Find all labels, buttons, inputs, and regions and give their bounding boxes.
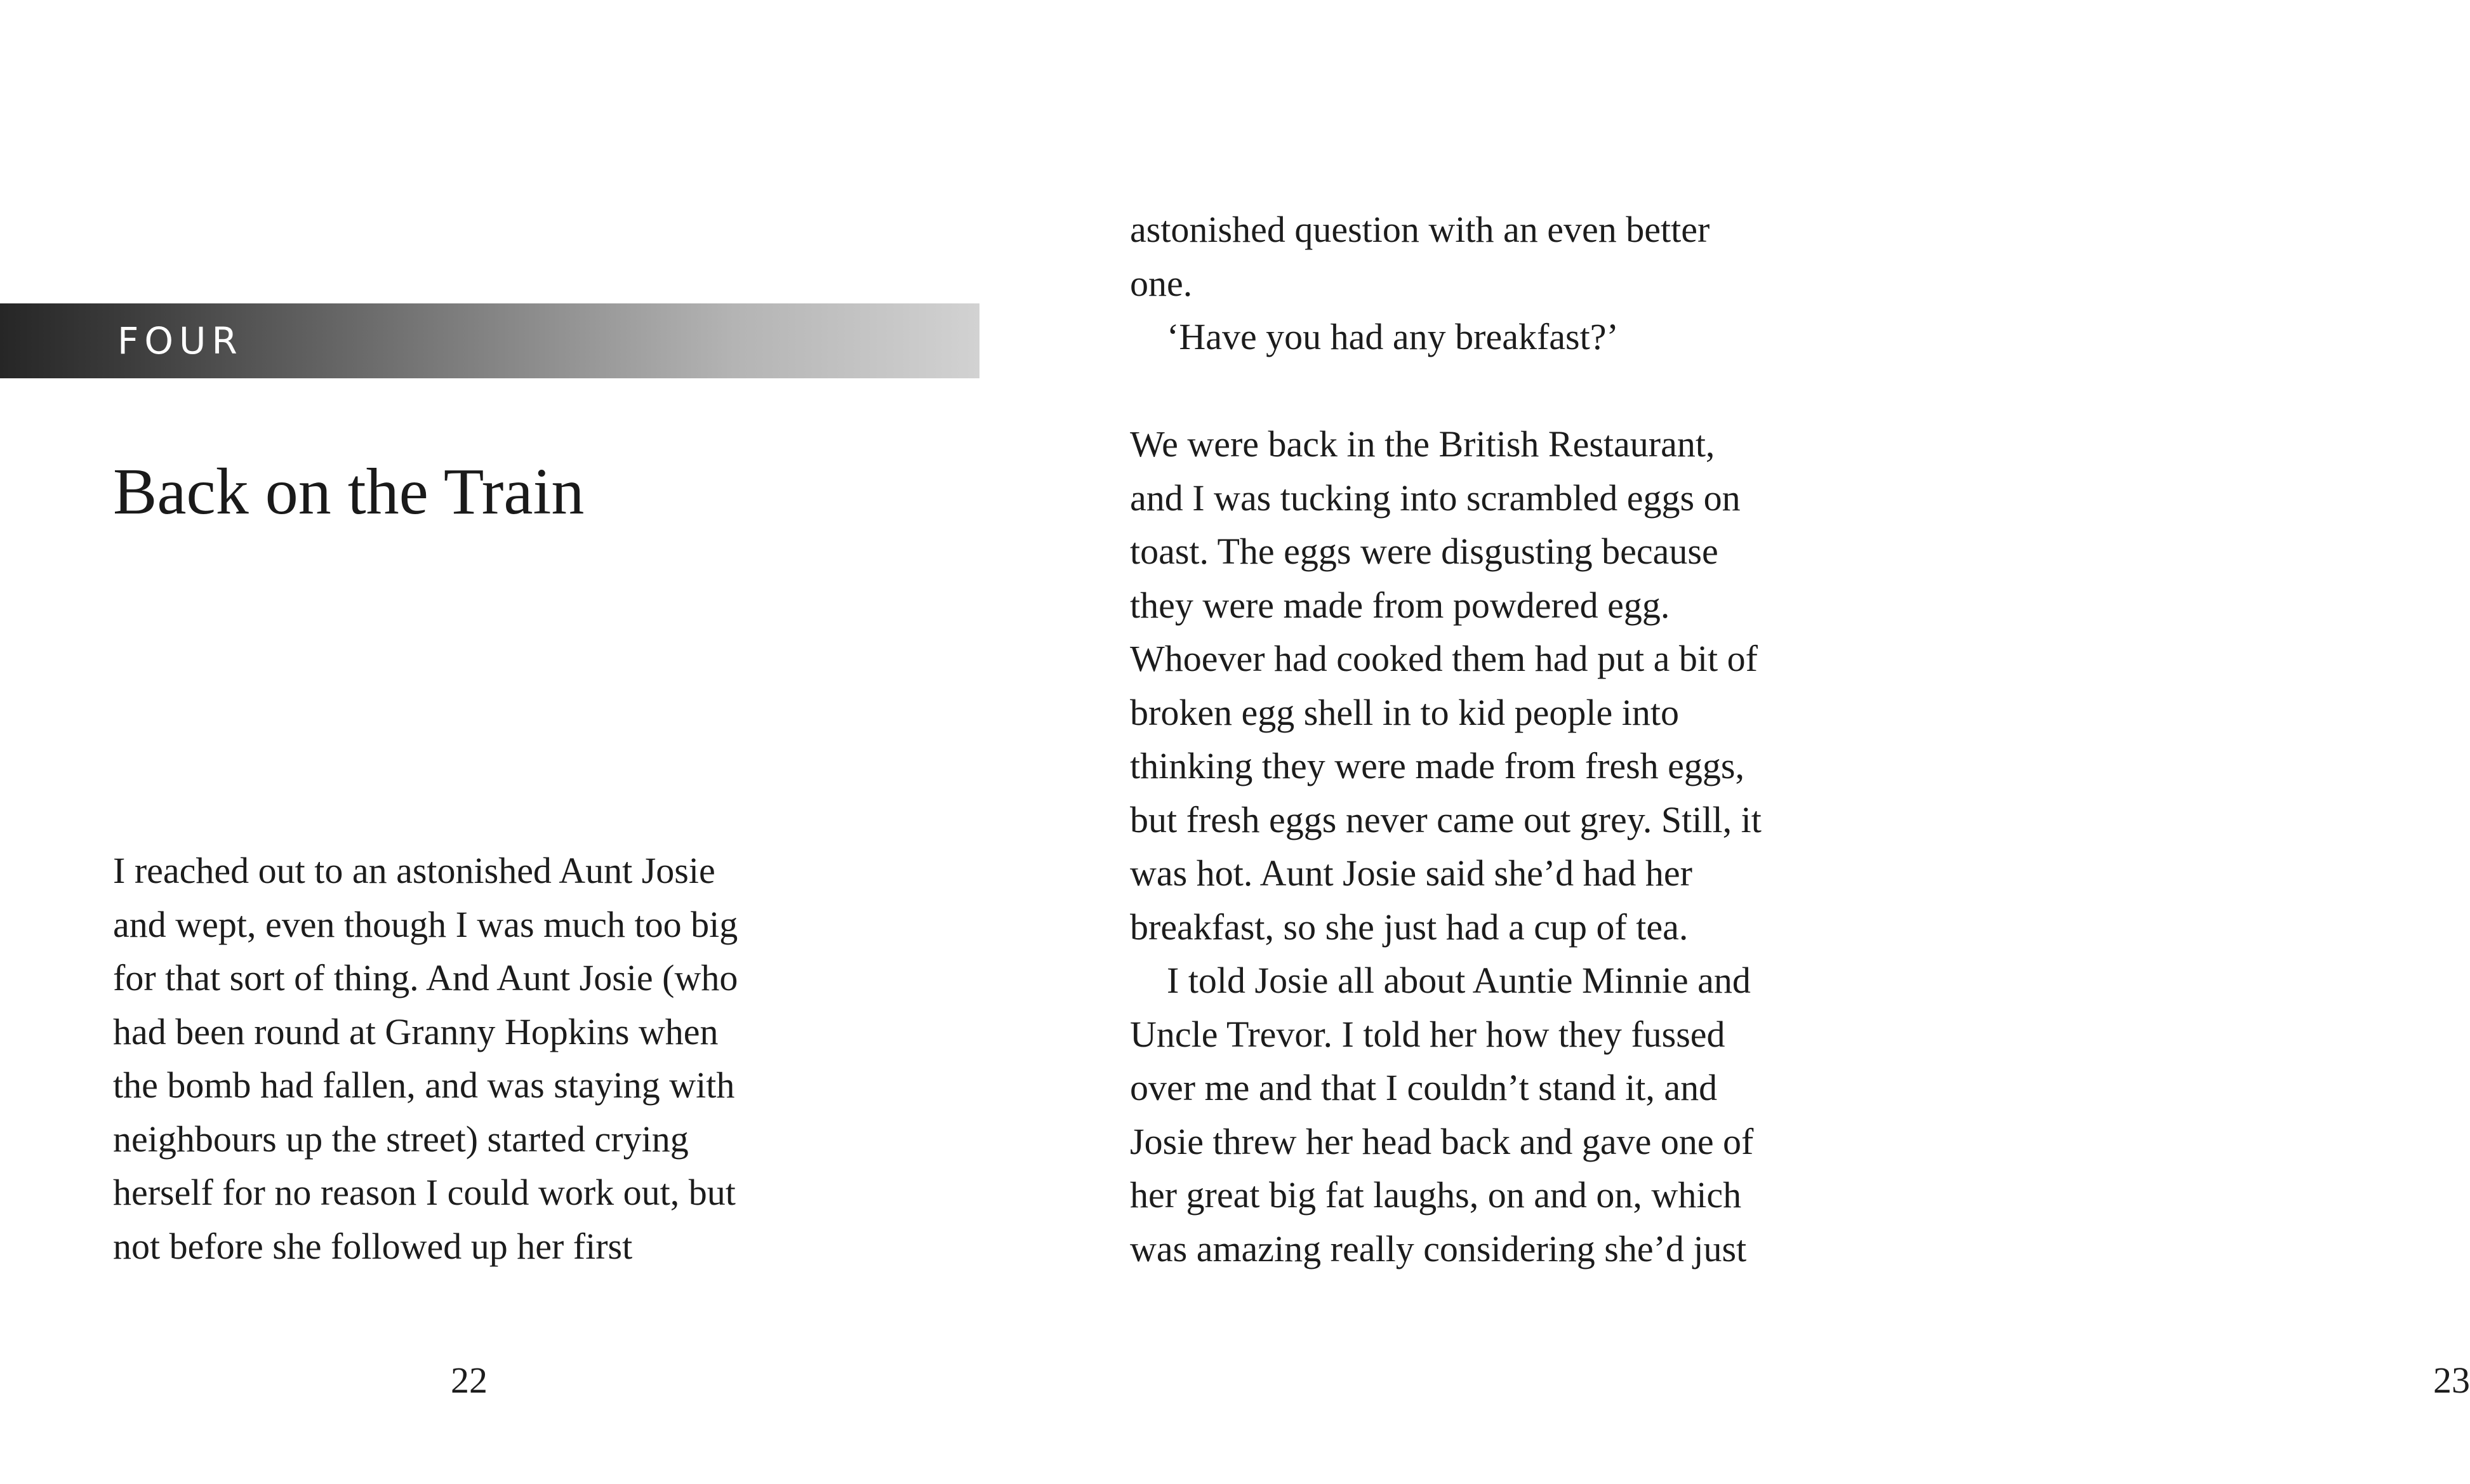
left-page-body-text	[113, 844, 738, 1273]
text-line: and wept, even though I was much too big	[113, 903, 738, 945]
text-line: and I was tucking into scrambled eggs on	[1130, 477, 1741, 519]
text-line: We were back in the British Restaurant,	[1130, 423, 1715, 465]
text-line: her great big fat laughs, on and on, which	[1130, 1174, 1742, 1216]
text-line: for that sort of thing. And Aunt Josie (who	[113, 957, 738, 998]
text-line: not before she followed up her first	[113, 1225, 633, 1267]
chapter-number-label: FOUR	[117, 319, 243, 362]
text-line: but fresh eggs never came out grey. Still, it	[1130, 798, 1762, 840]
text-line: ‘Have you had any breakfast?’	[1167, 316, 1619, 357]
text-line: Josie threw her head back and gave one of	[1130, 1120, 1754, 1162]
text-line: astonished question with an even better	[1130, 209, 1710, 250]
text-line: had been round at Granny Hopkins when	[113, 1010, 719, 1052]
text-line: I reached out to an astonished Aunt Josie	[113, 850, 715, 891]
text-line: toast. The eggs were disgusting because	[1130, 531, 1718, 572]
paragraph-gap	[1130, 364, 1762, 418]
page-number: 23	[2433, 1360, 2470, 1401]
text-line: the bomb had fallen, and was staying with	[113, 1064, 735, 1106]
text-line: herself for no reason I could work out, but	[113, 1172, 736, 1213]
text-line: was amazing really considering she’d just	[1130, 1228, 1747, 1269]
text-line: thinking they were made from fresh eggs,	[1130, 745, 1744, 786]
text-line: one.	[1130, 262, 1193, 304]
text-line: they were made from powdered egg.	[1130, 584, 1670, 626]
right-page-body-text	[1130, 203, 1762, 1276]
page-number: 22	[451, 1360, 488, 1401]
text-line: neighbours up the street) started crying	[113, 1118, 689, 1160]
text-line: Uncle Trevor. I told her how they fussed	[1130, 1013, 1725, 1055]
text-line: over me and that I couldn’t stand it, and	[1130, 1067, 1718, 1108]
text-line: broken egg shell in to kid people into	[1130, 691, 1680, 733]
text-line: breakfast, so she just had a cup of tea.	[1130, 906, 1689, 948]
text-line: was hot. Aunt Josie said she’d had her	[1130, 852, 1692, 894]
text-line: Whoever had cooked them had put a bit of	[1130, 638, 1758, 679]
text-line: I told Josie all about Auntie Minnie and	[1167, 960, 1751, 1001]
chapter-title: Back on the Train	[113, 455, 585, 528]
left-page	[0, 0, 967, 1484]
